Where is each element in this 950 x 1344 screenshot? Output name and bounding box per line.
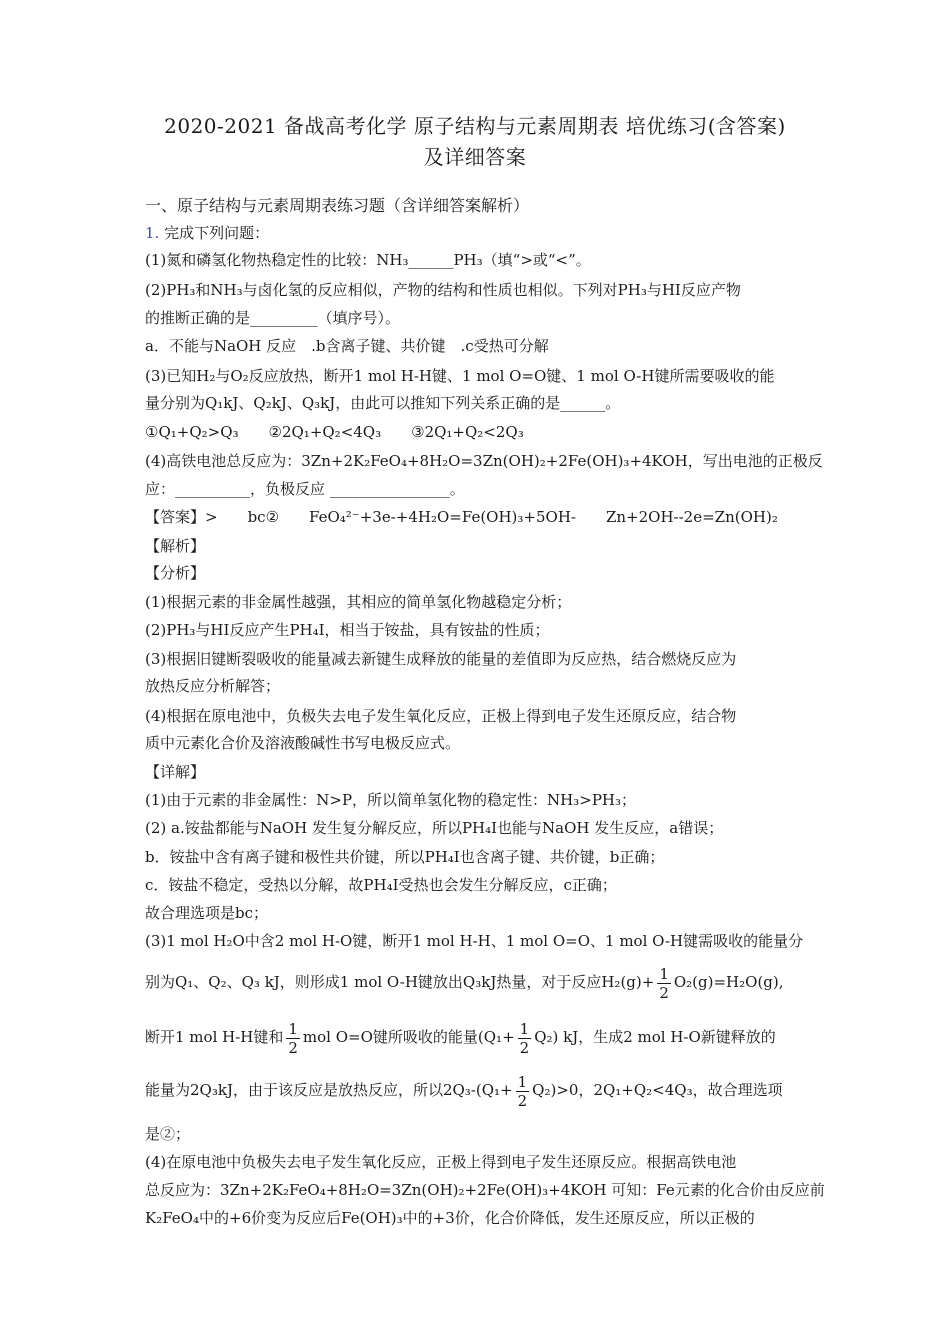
fraction-line-text: mol O=O键所吸收的能量(Q₁+ bbox=[302, 1028, 515, 1046]
xiangjie-line: b．铵盐中含有离子键和极性共价键，所以PH₄I也含离子键、共价键，b正确； bbox=[145, 848, 665, 866]
fraction-line-text: O₂(g)=H₂O(g), bbox=[673, 973, 784, 991]
fraction-line-text: 别为Q₁、Q₂、Q₃ kJ，则形成1 mol O-H键放出Q₃kJ热量，对于反应H₂(g)+ bbox=[145, 973, 655, 991]
question-line: (3)已知H₂与O₂反应放热，断开1 mol H-H键、1 mol O=O键、1 mol O-H键所需要吸收的能 bbox=[145, 367, 775, 385]
fraction-one-half: $\frac{1}{2}$ bbox=[659, 964, 669, 1002]
document-title-line2: 及详细答案 bbox=[423, 145, 527, 169]
xiangjie-line: 故合理选项是bc； bbox=[145, 904, 269, 922]
tail-line: (4)在原电池中负极失去电子发生氧化反应，正极上得到电子发生还原反应。根据高铁电池 bbox=[145, 1153, 737, 1171]
xiangjie-line: (2) a.铵盐都能与NaOH 发生复分解反应，所以PH₄I也能与NaOH 发生反应，a错误； bbox=[145, 819, 724, 837]
section-heading: 一、原子结构与元素周期表练习题（含详细答案解析） bbox=[145, 196, 530, 215]
xiangjie-line: (3)1 mol H₂O中含2 mol H-O键，断开1 mol H-H、1 mol O=O、1 mol O-H键需吸收的能量分 bbox=[145, 932, 804, 950]
jiexi-label: 【解析】 bbox=[145, 537, 206, 555]
question-line: (4)高铁电池总反应为：3Zn+2K₂FeO₄+8H₂O=3Zn(OH)₂+2Fe(OH)₃+4KOH，写出电池的正极反 bbox=[145, 452, 823, 470]
tail-line: K₂FeO₄中的+6价变为反应后Fe(OH)₃中的+3价，化合价降低，发生还原反应，所以正极的 bbox=[145, 1209, 755, 1227]
document-title-line1: 2020-2021 备战高考化学 原子结构与元素周期表 培优练习(含答案) bbox=[164, 114, 786, 138]
fraction-line-1 bbox=[145, 962, 805, 1002]
fenxi-line: (3)根据旧键断裂吸收的能量减去新键生成释放的能量的差值即为反应热，结合燃烧反应为 bbox=[145, 650, 737, 668]
fenxi-line: 质中元素化合价及溶液酸碱性书写电极反应式。 bbox=[145, 734, 461, 752]
fenxi-line: 放热反应分析解答； bbox=[145, 677, 281, 695]
fenxi-line: (1)根据元素的非金属性越强，其相应的简单氢化物越稳定分析； bbox=[145, 593, 572, 611]
fenxi-line: (4)根据在原电池中，负极失去电子发生氧化反应，正极上得到电子发生还原反应，结合物 bbox=[145, 707, 737, 725]
fraction-line-text: 断开1 mol H-H键和 bbox=[145, 1028, 284, 1046]
question-line: a．不能与NaOH 反应 .b含离子键、共价键 .c受热可分解 bbox=[145, 337, 549, 355]
question-line: 的推断正确的是_________（填序号）。 bbox=[145, 309, 401, 327]
answer-line: 【答案】> bc② FeO₄²⁻+3e-+4H₂O=Fe(OH)₃+5OH- Zn+2OH--2e=Zn(OH)₂ bbox=[145, 508, 778, 526]
xiangjie-label: 【详解】 bbox=[145, 763, 206, 781]
fraction-line-text: Q₂)>0，2Q₁+Q₂<4Q₃，故合理选项 bbox=[532, 1081, 783, 1099]
fraction-one-half: $\frac{1}{2}$ bbox=[519, 1019, 530, 1057]
question-stem: 完成下列问题： bbox=[164, 224, 270, 242]
fraction-line-4: 是②； bbox=[145, 1125, 191, 1143]
question-line: ①Q₁+Q₂>Q₃ ②2Q₁+Q₂<4Q₃ ③2Q₁+Q₂<2Q₃ bbox=[145, 423, 524, 441]
fraction-line-text: 能量为2Q₃kJ，由于该反应是放热反应，所以2Q₃-(Q₁+ bbox=[145, 1081, 513, 1099]
tail-line: 总反应为：3Zn+2K₂FeO₄+8H₂O=3Zn(OH)₂+2Fe(OH)₃+4KOH 可知：Fe元素的化合价由反应前 bbox=[145, 1181, 825, 1199]
question-line: 应：__________，负极反应 ________________。 bbox=[145, 480, 465, 498]
question-number: 1. bbox=[145, 224, 160, 242]
fraction-one-half: $\frac{1}{2}$ bbox=[517, 1072, 528, 1110]
fenxi-label: 【分析】 bbox=[145, 564, 206, 582]
xiangjie-line: (1)由于元素的非金属性：N>P，所以简单氢化物的稳定性：NH₃>PH₃； bbox=[145, 791, 637, 809]
fenxi-line: (2)PH₃与HI反应产生PH₄I，相当于铵盐，具有铵盐的性质； bbox=[145, 621, 550, 639]
question-line: (2)PH₃和NH₃与卤化氢的反应相似，产物的结构和性质也相似。下列对PH₃与HI反应产物 bbox=[145, 281, 741, 299]
question-line: 量分别为Q₁kJ、Q₂kJ、Q₃kJ，由此可以推知下列关系正确的是______。 bbox=[145, 394, 621, 412]
question-line: (1)氮和磷氢化物热稳定性的比较：NH₃______PH₃（填“>或“<”。 bbox=[145, 251, 591, 269]
question-stem-line bbox=[145, 223, 805, 243]
fraction-line-3 bbox=[145, 1070, 805, 1110]
fraction-one-half: $\frac{1}{2}$ bbox=[288, 1019, 298, 1057]
fraction-line-text: Q₂) kJ，生成2 mol H-O新键释放的 bbox=[534, 1028, 776, 1046]
fraction-line-2 bbox=[145, 1017, 805, 1057]
xiangjie-line: c．铵盐不稳定，受热以分解，故PH₄I受热也会发生分解反应，c正确； bbox=[145, 876, 617, 894]
